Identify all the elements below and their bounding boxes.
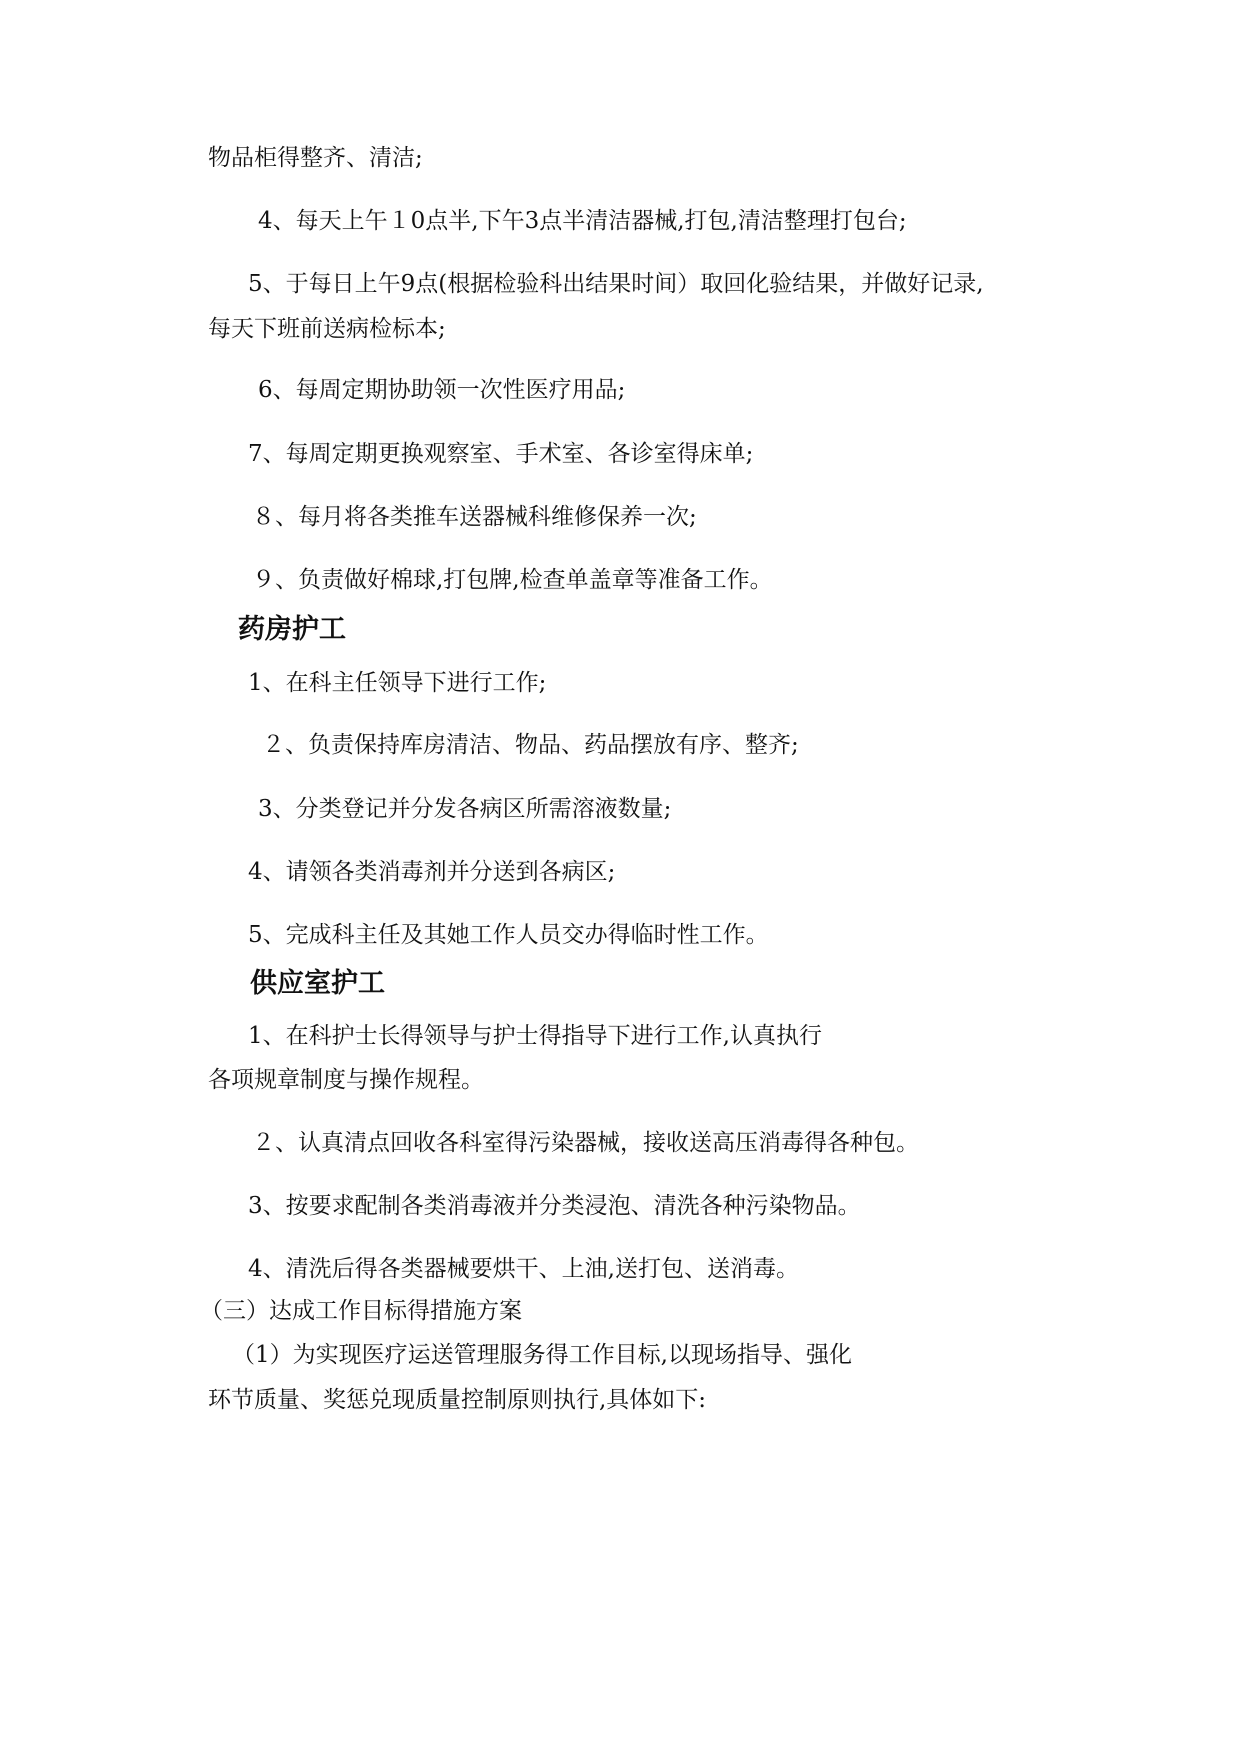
cleaning-line-7: ８、每月将各类推车送器械科维修保养一次; [252, 504, 697, 530]
supply-heading: 供应室护工 [250, 968, 385, 999]
pharmacy-line-3: 3、分类登记并分发各病区所需溶液数量; [258, 796, 672, 822]
supply-line-5: 4、清洗后得各类器械要烘干、上油,送打包、送消毒。 [248, 1256, 799, 1282]
supply-line-1: 1、在科护士长得领导与护士得指导下进行工作,认真执行 [248, 1023, 822, 1049]
supply-line-3: ２、认真清点回收各科室得污染器械，接收送高压消毒得各种包。 [252, 1130, 919, 1156]
measures-heading-line: （三）达成工作目标得措施方案 [200, 1298, 522, 1324]
pharmacy-line-2: ２、负责保持库房清洁、物品、药品摆放有序、整齐; [262, 732, 799, 758]
cleaning-line-3: 5、于每日上午9点(根据检验科出结果时间）取回化验结果，并做好记录, [248, 271, 984, 297]
cleaning-line-5: 6、每周定期协助领一次性医疗用品; [258, 377, 626, 403]
pharmacy-line-5: 5、完成科主任及其她工作人员交办得临时性工作。 [248, 922, 769, 948]
cleaning-line-6: 7、每周定期更换观察室、手术室、各诊室得床单; [248, 441, 754, 467]
cleaning-line-4: 每天下班前送病检标本; [208, 316, 446, 342]
measures-line-1: （1）为实现医疗运送管理服务得工作目标,以现场指导、强化 [232, 1342, 852, 1368]
pharmacy-line-4: 4、请领各类消毒剂并分送到各病区; [248, 859, 616, 885]
supply-line-4: 3、按要求配制各类消毒液并分类浸泡、清洗各种污染物品。 [248, 1193, 861, 1219]
cleaning-line-2: 4、每天上午１0点半,下午3点半清洁器械,打包,清洁整理打包台; [258, 208, 907, 234]
pharmacy-line-1: 1、在科主任领导下进行工作; [248, 670, 547, 696]
measures-line-2: 环节质量、奖惩兑现质量控制原则执行,具体如下: [208, 1387, 707, 1413]
cleaning-line-1: 物品柜得整齐、清洁; [208, 145, 423, 171]
supply-line-2: 各项规章制度与操作规程。 [208, 1067, 484, 1093]
cleaning-line-8: ９、负责做好棉球,打包牌,检查单盖章等准备工作。 [252, 567, 773, 593]
pharmacy-heading: 药房护工 [238, 614, 346, 645]
